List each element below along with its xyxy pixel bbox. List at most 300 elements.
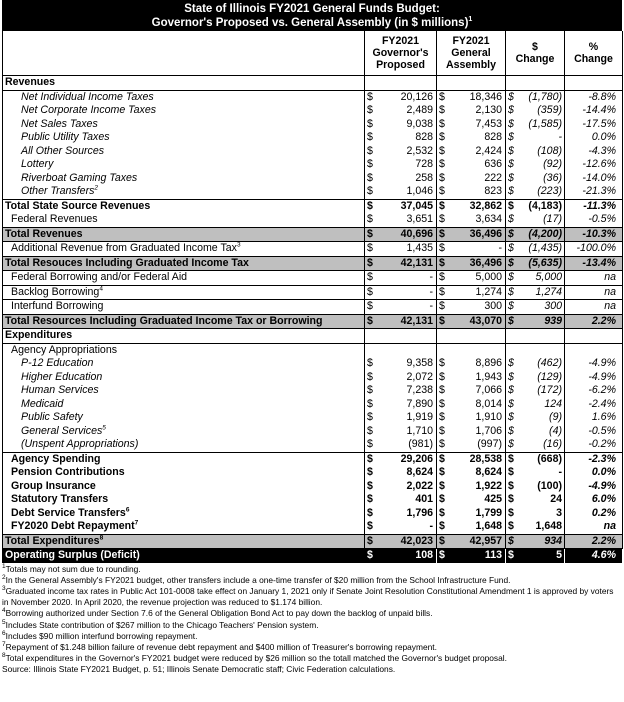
dollar-change-value: 24 — [518, 493, 565, 507]
dollar-sign: $ — [508, 144, 514, 157]
percent-change-value: -14.4% — [565, 104, 623, 118]
dollar-sign: $ — [439, 397, 445, 410]
dollar-change-value: (359) — [518, 104, 565, 118]
footnote: $^1$Totals may not sum due to rounding. — [2, 562, 141, 574]
governor-value: 29,206 — [377, 452, 437, 466]
dollar-sign: $ — [439, 384, 445, 397]
percent-change-value: 0.0% — [565, 131, 623, 145]
governor-value: 8,624 — [377, 466, 437, 480]
dollar-change-value: - — [518, 466, 565, 480]
table-row — [3, 329, 623, 344]
footnote: $^2$In the General Assembly's FY2021 budget, other transfers include a one-time transfer of $20 million from the School Infrastructure Fund. — [2, 573, 511, 585]
dollar-change-value: (9) — [518, 411, 565, 425]
column-header-assembly: FY2021 General Assembly — [437, 31, 506, 76]
governor-value: 828 — [377, 131, 437, 145]
row-label: Agency Spending — [3, 452, 365, 466]
governor-value: 1,046 — [377, 185, 437, 199]
assembly-value: 1,910 — [449, 411, 506, 425]
dollar-change-value: (4,183) — [518, 199, 565, 213]
dollar-change-value: 5,000 — [518, 271, 565, 286]
table-row — [3, 466, 623, 480]
table-row — [3, 285, 623, 300]
row-label: General Services$^5$ — [3, 425, 365, 439]
column-header-label — [3, 31, 365, 76]
table-row — [3, 90, 623, 104]
dollar-sign: $ — [367, 117, 373, 130]
assembly-value: 636 — [449, 158, 506, 172]
dollar-sign: $ — [365, 256, 377, 271]
table-row — [3, 343, 623, 357]
table-row — [3, 104, 623, 118]
dollar-sign: $ — [439, 506, 445, 519]
percent-change-value: -2.3% — [565, 452, 623, 466]
table-row — [3, 549, 623, 563]
table-title — [2, 0, 622, 31]
governor-value: - — [377, 285, 437, 300]
row-label: Additional Revenue from Graduated Income Tax$^3$ — [3, 242, 365, 257]
dollar-change-value: (1,780) — [518, 90, 565, 104]
row-label: Higher Education — [3, 371, 365, 385]
table-row — [3, 398, 623, 412]
row-label: Public Safety — [3, 411, 365, 425]
row-label: Total Resources Including Graduated Income Tax or Borrowing — [3, 314, 365, 329]
row-label: Total Revenues — [3, 227, 365, 242]
dollar-sign: $ — [506, 285, 518, 300]
dollar-change-value: 300 — [518, 300, 565, 315]
dollar-sign: $ — [437, 271, 449, 286]
percent-change-value: na — [565, 271, 623, 286]
dollar-sign: $ — [439, 370, 445, 383]
row-label: Net Corporate Income Taxes — [3, 104, 365, 118]
dollar-sign: $ — [437, 285, 449, 300]
assembly-value: 7,453 — [449, 118, 506, 132]
dollar-sign: $ — [439, 171, 445, 184]
table-row — [3, 480, 623, 494]
assembly-value: 222 — [449, 172, 506, 186]
assembly-value: 8,624 — [449, 466, 506, 480]
assembly-value: 8,014 — [449, 398, 506, 412]
dollar-sign: $ — [439, 117, 445, 130]
governor-value: 2,022 — [377, 480, 437, 494]
dollar-sign: $ — [365, 314, 377, 329]
title-line-1: State of Illinois FY2021 General Funds Budget: — [184, 3, 440, 15]
governor-value: 3,651 — [377, 213, 437, 227]
dollar-sign: $ — [365, 549, 377, 563]
governor-value: 108 — [377, 549, 437, 563]
percent-change-value: -0.2% — [565, 438, 623, 452]
dollar-sign: $ — [508, 424, 514, 437]
row-label: Debt Service Transfers$^6$ — [3, 507, 365, 521]
dollar-sign: $ — [439, 411, 445, 424]
dollar-sign: $ — [367, 104, 373, 117]
dollar-sign: $ — [439, 144, 445, 157]
section-revenues: Revenues — [3, 76, 623, 91]
section-label: Expenditures — [3, 329, 365, 344]
dollar-sign: $ — [508, 171, 514, 184]
row-label: Total Expenditures$^8$ — [3, 534, 365, 549]
governor-value: - — [377, 271, 437, 286]
dollar-sign: $ — [508, 242, 514, 255]
dollar-sign: $ — [508, 185, 514, 198]
dollar-sign: $ — [367, 424, 373, 437]
row-label: Human Services — [3, 384, 365, 398]
dollar-change-value: (668) — [518, 452, 565, 466]
row-label: All Other Sources — [3, 145, 365, 159]
dollar-change-value: (4) — [518, 425, 565, 439]
dollar-sign: $ — [506, 227, 518, 242]
assembly-value: 5,000 — [449, 271, 506, 286]
dollar-sign: $ — [367, 411, 373, 424]
dollar-sign: $ — [439, 479, 445, 492]
governor-value: - — [377, 520, 437, 534]
assembly-value: 3,634 — [449, 213, 506, 227]
table-row — [3, 384, 623, 398]
dollar-sign: $ — [506, 256, 518, 271]
row-label: Net Individual Income Taxes — [3, 90, 365, 104]
percent-change-value: na — [565, 285, 623, 300]
dollar-sign: $ — [367, 479, 373, 492]
governor-value: 42,023 — [377, 534, 437, 549]
dollar-sign: $ — [367, 438, 373, 451]
table-row — [3, 534, 623, 549]
assembly-value: 2,424 — [449, 145, 506, 159]
governor-value: 7,238 — [377, 384, 437, 398]
percent-change-value: -4.9% — [565, 371, 623, 385]
column-header-governor: FY2021 Governor's Proposed — [365, 31, 437, 76]
percent-change-value: -21.3% — [565, 185, 623, 199]
assembly-value: 823 — [449, 185, 506, 199]
dollar-sign: $ — [439, 520, 445, 533]
dollar-sign: $ — [437, 256, 449, 271]
assembly-value: 36,496 — [449, 256, 506, 271]
table-row — [3, 425, 623, 439]
footnote: $^5$Includes State contribution of $267 million to the Chicago Teachers' Pension system. — [2, 618, 319, 630]
governor-value: (981) — [377, 438, 437, 452]
percent-change-value: -11.3% — [565, 199, 623, 213]
row-label: Public Utility Taxes — [3, 131, 365, 145]
footnote: $^4$Borrowing authorized under Section 7.6 of the General Obligation Bond Act to pay down the backlog of unpaid bills. — [2, 607, 433, 619]
row-label: Statutory Transfers — [3, 493, 365, 507]
assembly-value: - — [449, 242, 506, 257]
dollar-change-value: 5 — [518, 549, 565, 563]
dollar-sign: $ — [506, 549, 518, 563]
budget-document — [2, 0, 622, 676]
table-row — [3, 256, 623, 271]
row-label: P-12 Education — [3, 357, 365, 371]
dollar-sign: $ — [506, 534, 518, 549]
dollar-sign: $ — [367, 493, 373, 506]
row-label: FY2020 Debt Repayment$^7$ — [3, 520, 365, 534]
dollar-sign: $ — [508, 397, 514, 410]
percent-change-value: -100.0% — [565, 242, 623, 257]
dollar-sign: $ — [367, 144, 373, 157]
dollar-sign: $ — [365, 271, 377, 286]
title-line-2: Governor's Proposed vs. General Assembly (in $ millions)$^1$ — [151, 16, 473, 29]
percent-change-value: 2.2% — [565, 314, 623, 329]
assembly-value: 7,066 — [449, 384, 506, 398]
percent-change-value: -8.8% — [565, 90, 623, 104]
table-row — [3, 520, 623, 534]
governor-value: 2,532 — [377, 145, 437, 159]
dollar-sign: $ — [508, 104, 514, 117]
table-row — [3, 300, 623, 315]
governor-value: 37,045 — [377, 199, 437, 213]
dollar-sign: $ — [367, 384, 373, 397]
dollar-sign: $ — [508, 479, 514, 492]
table-row — [3, 271, 623, 286]
dollar-sign: $ — [439, 185, 445, 198]
assembly-value: (997) — [449, 438, 506, 452]
table-row — [3, 507, 623, 521]
row-label: Total State Source Revenues — [3, 199, 365, 213]
dollar-sign: $ — [367, 357, 373, 370]
table-row — [3, 185, 623, 199]
assembly-value: 1,922 — [449, 480, 506, 494]
governor-value: 42,131 — [377, 256, 437, 271]
assembly-value: 28,538 — [449, 452, 506, 466]
row-label: (Unspent Appropriations) — [3, 438, 365, 452]
percent-change-value: -17.5% — [565, 118, 623, 132]
assembly-value: 828 — [449, 131, 506, 145]
dollar-change-value: 934 — [518, 534, 565, 549]
row-label: Other Transfers$^2$ — [3, 185, 365, 199]
row-label: Riverboat Gaming Taxes — [3, 172, 365, 186]
percent-change-value: -6.2% — [565, 384, 623, 398]
assembly-value: 425 — [449, 493, 506, 507]
table-row — [3, 158, 623, 172]
dollar-sign: $ — [508, 506, 514, 519]
assembly-value: 113 — [449, 549, 506, 563]
footnotes — [2, 563, 622, 676]
governor-value: 20,126 — [377, 90, 437, 104]
dollar-sign: $ — [506, 199, 518, 213]
footnote: $^3$Graduated income tax rates in Public Act 101-0008 take effect on January 1, 2021 only if Senate Joint Resolution Constitutional Amendment 1 is approved by voters in November 2020. In April 2020, the revenue projection was reduced to $1.174 billion. — [2, 585, 614, 608]
dollar-sign: $ — [508, 384, 514, 397]
governor-value: 7,890 — [377, 398, 437, 412]
dollar-sign: $ — [367, 370, 373, 383]
assembly-value: 300 — [449, 300, 506, 315]
dollar-change-value: - — [518, 131, 565, 145]
dollar-sign: $ — [439, 131, 445, 144]
percent-change-value: 0.2% — [565, 507, 623, 521]
row-label: Net Sales Taxes — [3, 118, 365, 132]
dollar-change-value: (172) — [518, 384, 565, 398]
dollar-sign: $ — [367, 131, 373, 144]
table-row — [3, 357, 623, 371]
dollar-change-value: (100) — [518, 480, 565, 494]
assembly-value: 1,799 — [449, 507, 506, 521]
column-header-percent-change: % Change — [565, 31, 623, 76]
dollar-sign: $ — [439, 300, 445, 313]
dollar-sign: $ — [508, 117, 514, 130]
assembly-value: 43,070 — [449, 314, 506, 329]
dollar-change-value: (92) — [518, 158, 565, 172]
percent-change-value: -2.4% — [565, 398, 623, 412]
assembly-value: 2,130 — [449, 104, 506, 118]
row-label: Federal Revenues — [3, 213, 365, 227]
percent-change-value: 0.0% — [565, 466, 623, 480]
dollar-sign: $ — [439, 213, 445, 226]
dollar-sign: $ — [508, 90, 514, 103]
governor-value: 1,435 — [377, 242, 437, 257]
dollar-sign: $ — [506, 452, 518, 466]
percent-change-value: -4.9% — [565, 357, 623, 371]
governor-value: 258 — [377, 172, 437, 186]
column-header-row — [3, 31, 623, 76]
governor-value: 1,919 — [377, 411, 437, 425]
dollar-sign: $ — [365, 452, 377, 466]
table-row — [3, 314, 623, 329]
dollar-sign: $ — [365, 534, 377, 549]
row-label: Agency Appropriations — [3, 343, 365, 357]
dollar-sign: $ — [508, 438, 514, 451]
table-row — [3, 411, 623, 425]
dollar-sign: $ — [367, 213, 373, 226]
percent-change-value: -4.3% — [565, 145, 623, 159]
dollar-sign: $ — [439, 493, 445, 506]
row-label: Group Insurance — [3, 480, 365, 494]
dollar-change-value: (108) — [518, 145, 565, 159]
governor-value: 1,710 — [377, 425, 437, 439]
dollar-change-value: 124 — [518, 398, 565, 412]
dollar-sign: $ — [439, 90, 445, 103]
row-label: Medicaid — [3, 398, 365, 412]
budget-table — [2, 31, 623, 563]
dollar-sign: $ — [437, 314, 449, 329]
assembly-value: 1,274 — [449, 285, 506, 300]
percent-change-value: -0.5% — [565, 213, 623, 227]
governor-value: 1,796 — [377, 507, 437, 521]
dollar-sign: $ — [439, 158, 445, 171]
dollar-sign: $ — [508, 131, 514, 144]
assembly-value: 18,346 — [449, 90, 506, 104]
row-label: Total Resouces Including Graduated Income Tax — [3, 256, 365, 271]
percent-change-value: na — [565, 300, 623, 315]
dollar-sign: $ — [437, 534, 449, 549]
governor-value: 42,131 — [377, 314, 437, 329]
column-header-dollar-change: $ Change — [506, 31, 565, 76]
dollar-sign: $ — [439, 424, 445, 437]
dollar-sign: $ — [367, 466, 373, 479]
dollar-sign: $ — [367, 506, 373, 519]
dollar-change-value: (5,635) — [518, 256, 565, 271]
table-row — [3, 493, 623, 507]
dollar-sign: $ — [439, 466, 445, 479]
assembly-value: 1,648 — [449, 520, 506, 534]
dollar-sign: $ — [439, 357, 445, 370]
governor-value: - — [377, 300, 437, 315]
dollar-sign: $ — [439, 438, 445, 451]
governor-value: 9,358 — [377, 357, 437, 371]
governor-value: 401 — [377, 493, 437, 507]
row-label: Federal Borrowing and/or Federal Aid — [3, 271, 365, 286]
dollar-sign: $ — [508, 466, 514, 479]
dollar-change-value: (1,585) — [518, 118, 565, 132]
footnote: $^6$Includes $90 million interfund borrowing repayment. — [2, 629, 198, 641]
dollar-sign: $ — [367, 90, 373, 103]
dollar-sign: $ — [437, 199, 449, 213]
dollar-sign: $ — [439, 104, 445, 117]
dollar-change-value: 939 — [518, 314, 565, 329]
percent-change-value: 4.6% — [565, 549, 623, 563]
dollar-sign: $ — [437, 549, 449, 563]
governor-value: 9,038 — [377, 118, 437, 132]
row-label: Lottery — [3, 158, 365, 172]
row-label: Operating Surplus (Deficit) — [3, 549, 365, 563]
table-row — [3, 199, 623, 213]
dollar-sign: $ — [367, 158, 373, 171]
dollar-sign: $ — [367, 185, 373, 198]
percent-change-value: -4.9% — [565, 480, 623, 494]
governor-value: 40,696 — [377, 227, 437, 242]
table-row — [3, 227, 623, 242]
dollar-change-value: (36) — [518, 172, 565, 186]
table-row — [3, 213, 623, 227]
dollar-sign: $ — [508, 158, 514, 171]
percent-change-value: 6.0% — [565, 493, 623, 507]
dollar-sign: $ — [508, 370, 514, 383]
assembly-value: 8,896 — [449, 357, 506, 371]
governor-value: 2,489 — [377, 104, 437, 118]
source-line: Source: Illinois State FY2021 Budget, p. 51; Illinois Senate Democratic staff; Civic Federation calculations. — [2, 664, 396, 675]
row-label: Pension Contributions — [3, 466, 365, 480]
percent-change-value: 1.6% — [565, 411, 623, 425]
dollar-sign: $ — [367, 242, 373, 255]
assembly-value: 42,957 — [449, 534, 506, 549]
footnote: $^7$Repayment of $1.248 billion failure of revenue debt repayment and $400 million of Treasurer's borrowing repayment. — [2, 641, 437, 652]
dollar-change-value: (1,435) — [518, 242, 565, 257]
table-row — [3, 438, 623, 452]
table-row — [3, 131, 623, 145]
percent-change-value: -10.3% — [565, 227, 623, 242]
table-row — [3, 145, 623, 159]
table-row — [3, 452, 623, 466]
dollar-sign: $ — [508, 357, 514, 370]
dollar-sign: $ — [365, 285, 377, 300]
table-row — [3, 118, 623, 132]
row-label: Interfund Borrowing — [3, 300, 365, 315]
dollar-sign: $ — [506, 314, 518, 329]
governor-value: 728 — [377, 158, 437, 172]
row-label: Backlog Borrowing$^4$ — [3, 285, 365, 300]
percent-change-value: -13.4% — [565, 256, 623, 271]
dollar-change-value: 3 — [518, 507, 565, 521]
percent-change-value: 2.2% — [565, 534, 623, 549]
percent-change-value: na — [565, 520, 623, 534]
percent-change-value: -0.5% — [565, 425, 623, 439]
dollar-sign: $ — [508, 213, 514, 226]
percent-change-value: -12.6% — [565, 158, 623, 172]
dollar-change-value: (129) — [518, 371, 565, 385]
percent-change-value: -14.0% — [565, 172, 623, 186]
table-row — [3, 172, 623, 186]
governor-value: 2,072 — [377, 371, 437, 385]
dollar-sign: $ — [365, 227, 377, 242]
dollar-change-value: (16) — [518, 438, 565, 452]
dollar-change-value: 1,274 — [518, 285, 565, 300]
assembly-value: 1,706 — [449, 425, 506, 439]
dollar-change-value: (462) — [518, 357, 565, 371]
dollar-sign: $ — [437, 452, 449, 466]
dollar-sign: $ — [508, 520, 514, 533]
table-row — [3, 242, 623, 257]
dollar-change-value: 1,648 — [518, 520, 565, 534]
dollar-sign: $ — [437, 227, 449, 242]
dollar-sign: $ — [508, 411, 514, 424]
dollar-sign: $ — [506, 271, 518, 286]
dollar-change-value: (4,200) — [518, 227, 565, 242]
dollar-sign: $ — [439, 242, 445, 255]
